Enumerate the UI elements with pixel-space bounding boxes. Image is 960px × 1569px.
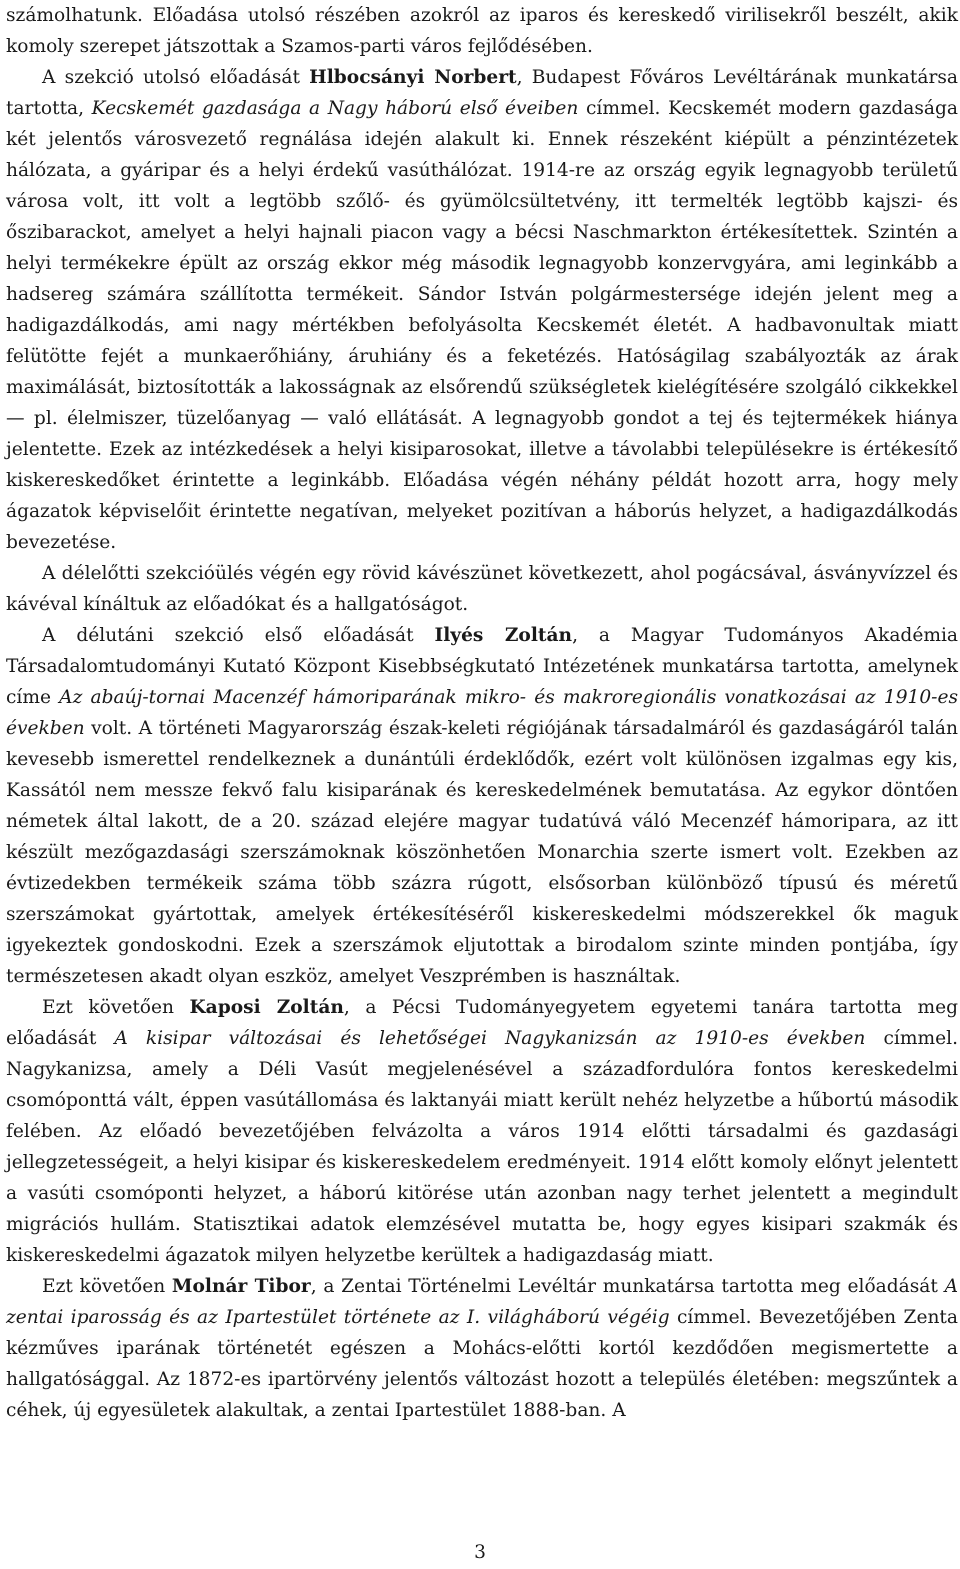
speaker-name: Hlbocsányi Norbert xyxy=(309,67,517,88)
text-segment: A délelőtti szekcióülés végén egy rövid kávészünet következett, ahol pogácsával, ásványvízzel és kávéval kínáltuk az előadókat és a hallgatóságot. xyxy=(6,563,958,615)
text-segment: címmel. Kecskemét modern gazdasága két jelentős városvezető regnálása idején alakult ki. Ennek részeként kiépült a pénzintézetek hálózata, a gyáripar és a helyi érdekű vasúthálózat. 1914-re az ország egyik legnagyobb területű városa volt, itt volt a legtöbb szőlő- és gyümölcsültetvény, itt termelték legtöbb kajszi- és őszibarackot, amelyet a helyi hajnali piacon vagy a bécsi Naschmarkton értékesítettek. Szintén a helyi termékekre épült az ország ekkor még második legnagyobb konzervgyára, ami leginkább a hadsereg számára szállította termékeit. Sándor István polgármestersége idején jelent meg a hadigazdálkodás, ami nagy mértékben befolyásolta Kecskemét életét. A hadbavonultak miatt felütötte fejét a munkaerőhiány, áruhiány és a feketézés. Hatóságilag szabályozták az árak maximálását, biztosították a lakosságnak az elsőrendű szükségletek kielégítésére szolgáló cikkekkel — pl. élelmiszer, tüzelőanyag — való ellátását. A legnagyobb gondot a tej és tejtermékek hiánya jelentette. Ezek az intézkedések a helyi kisiparosokat, illetve a távolabbi településekre is értékesítő kiskereskedőket érintette a leginkább. Előadása végén néhány példát hozott arra, hogy mely ágazatok képviselőit érintette negatívan, melyeket pozitívan a háborús helyzet, a hadigazdálkodás bevezetése. xyxy=(6,98,958,553)
document-page xyxy=(6,0,958,1426)
text-segment: , a Magyar Tudományos Akadémia Társadalomtudományi Kutató Központ Kisebbségkutató Intézetének munkatársa tartotta, amelynek címe xyxy=(6,625,958,708)
body-paragraph xyxy=(6,992,958,1271)
text-segment: A délutáni szekció első előadását xyxy=(42,625,435,646)
text-segment: , a Zentai Történelmi Levéltár munkatársa tartotta meg előadását xyxy=(310,1276,945,1297)
text-segment: volt. A történeti Magyarország észak-keleti régiójának társadalmáról és gazdaságáról talán kevesebb ismerettel rendelkeznek a dunántúli érdeklődők, ezért volt különösen izgalmas egy kis, Kassától nem messze fekvő falu kisiparának és kereskedelmének bemutatása. Az egykor döntően németek által lakott, de a 20. század elejére magyar tudatúvá váló Mecenzéf hámoripara, az itt készült mezőgazdasági szerszámoknak köszönhetően Monarchia szerte ismert volt. Ezekben az évtizedekben termékeik száma több százra rúgott, elsősorban különböző típusú és méretű szerszámokat gyártottak, amelyek értékesítéséről kiskereskedelmi módszerekkel ők maguk igyekeztek gondoskodni. Ezek a szerszámok eljutottak a birodalom szinte minden pontjába, így természetesen akadt olyan eszköz, amelyet Veszprémben is használtak. xyxy=(6,718,958,987)
body-paragraph xyxy=(6,1271,958,1426)
text-segment: Ezt követően xyxy=(42,997,190,1018)
lecture-title: A kisipar változásai és lehetőségei Nagykanizsán az 1910-es években xyxy=(114,1028,866,1049)
text-segment: címmel. Bevezetőjében Zenta kézműves iparának történetét egészen a Mohács-előtti kortól kezdődően megismertette a hallgatósággal. Az 1872-es ipartörvény jelentős változást hozott a település életében: megszűntek a céhek, új egyesületek alakultak, a zentai Ipartestület 1888-ban. A xyxy=(6,1307,958,1421)
page-number: 3 xyxy=(474,1542,486,1563)
body-paragraph xyxy=(6,558,958,620)
speaker-name: Kaposi Zoltán xyxy=(189,997,344,1018)
text-segment: számolhatunk. Előadása utolsó részében azokról az iparos és kereskedő virilisekről beszélt, akik komoly szerepet játszottak a Szamos-parti város fejlődésében. xyxy=(6,5,958,57)
text-segment: Ezt követően xyxy=(42,1276,172,1297)
body-paragraph xyxy=(6,0,958,62)
lecture-title: A zentai iparosság és az Ipartestület története az I. világháború végéig xyxy=(6,1276,959,1328)
text-segment: , Budapest Főváros Levéltárának munkatársa tartotta, xyxy=(6,67,958,119)
text-segment: címmel. Nagykanizsa, amely a Déli Vasút megjelenésével a századfordulóra fontos kereskedelmi csomóponttá vált, éppen vasútállomása és laktanyái miatt került nehéz helyzetbe a hűbortú második felében. Az előadó bevezetőjében felvázolta a város 1914 előtti társadalmi és gazdasági jellegzetességeit, a helyi kisipar és kiskereskedelem eredményeit. 1914 előtt komoly előnyt jelentett a vasúti csomóponti helyzet, a háború kitörése után azonban nagy terhet jelentett a megindult migrációs hullám. Statisztikai adatok elemzésével mutatta be, hogy egyes kisipari szakmák és kiskereskedelmi ágazatok milyen helyzetbe kerültek a hadigazdaság miatt. xyxy=(6,1028,958,1266)
speaker-name: Ilyés Zoltán xyxy=(434,625,573,646)
text-segment: , a Pécsi Tudományegyetem egyetemi tanára tartotta meg előadását xyxy=(6,997,958,1049)
body-paragraph xyxy=(6,620,958,992)
body-paragraph xyxy=(6,62,958,558)
lecture-title: Kecskemét gazdasága a Nagy háború első éveiben xyxy=(91,98,579,119)
text-segment: A szekció utolsó előadását xyxy=(42,67,310,88)
lecture-title: Az abaúj-tornai Macenzéf hámoriparának mikro- és makroregionális vonatkozásai az 1910-es években xyxy=(6,687,959,739)
speaker-name: Molnár Tibor xyxy=(171,1276,311,1297)
